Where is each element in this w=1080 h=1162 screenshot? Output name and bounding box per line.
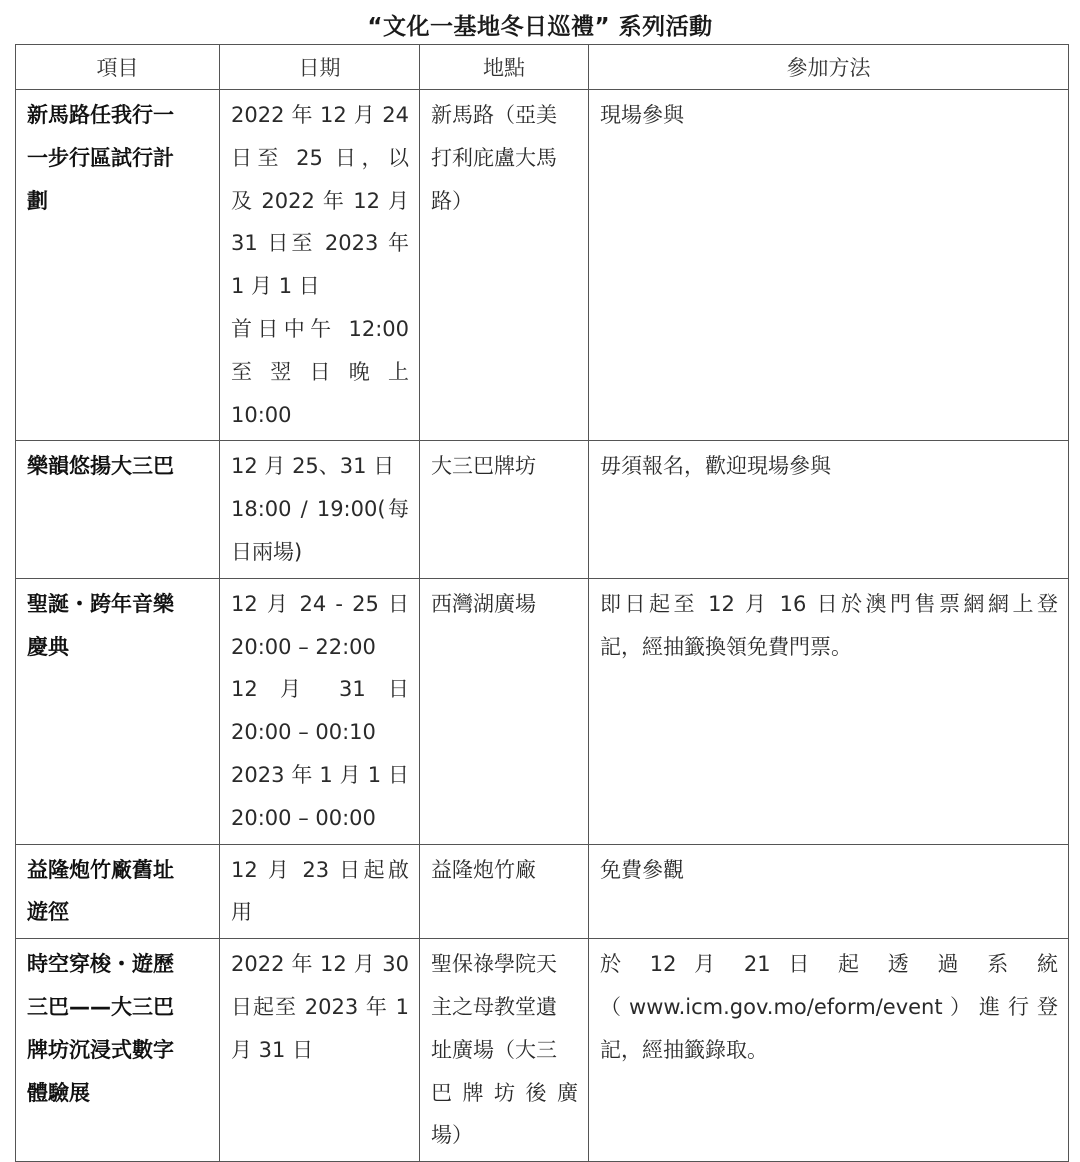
event-date-cell: [220, 578, 420, 844]
date-line: 用: [231, 900, 252, 925]
date-line: 20:00 – 00:00: [231, 805, 376, 830]
date-line: 月 31 日: [231, 1037, 314, 1062]
event-method-cell: [589, 578, 1069, 844]
date-line: 至 翌 日 晚 上: [231, 359, 409, 384]
table-header-row: [16, 45, 1069, 90]
location-line: 主之母教堂遺: [431, 994, 557, 1019]
event-name-cell: [16, 578, 220, 844]
method-line: 免費參觀: [600, 857, 684, 882]
event-date-cell: [220, 441, 420, 578]
date-line: 10:00: [231, 402, 292, 427]
date-line: 日起至 2023 年 1: [231, 994, 409, 1019]
method-line: 記，經抽籤換領免費門票。: [600, 634, 852, 659]
event-name-cell: [16, 939, 220, 1162]
event-name-cell: [16, 90, 220, 441]
event-name-line: 新馬路任我行一: [27, 103, 174, 127]
date-line: 12 月 23 日起啟: [231, 857, 409, 882]
location-line: 大三巴牌坊: [431, 454, 536, 479]
table-row: [16, 844, 1069, 939]
date-line: 31 日至 2023 年: [231, 231, 409, 256]
date-line: 12 月 25、31 日: [231, 454, 395, 479]
date-line: 2022 年 12 月 30: [231, 952, 409, 977]
date-line: 18:00 / 19:00(每: [231, 497, 409, 522]
event-date-cell: [220, 939, 420, 1162]
date-line: 20:00 – 00:10: [231, 720, 376, 745]
location-line: 場）: [431, 1123, 473, 1148]
header-method: 參加方法: [589, 45, 1069, 90]
event-name-line: 一步行區試行計: [27, 145, 174, 170]
event-date-cell: [220, 844, 420, 939]
location-line: 打利庇盧大馬: [431, 145, 557, 170]
event-method-cell: [589, 90, 1069, 441]
date-line: 2022 年 12 月 24: [231, 103, 409, 127]
method-line: 即日起至 12 月 16 日於澳門售票網網上登: [600, 591, 1058, 616]
method-line: 毋須報名，歡迎現場參與: [600, 454, 831, 479]
event-location-cell: [420, 578, 589, 844]
event-name-line: 聖誕・跨年音樂: [27, 591, 174, 616]
header-location: 地點: [420, 45, 589, 90]
date-line: 12 月 24 - 25 日: [231, 591, 409, 616]
method-line: 於 12 月 21 日 起 透 過 系 統: [600, 952, 1058, 977]
header-date: 日期: [220, 45, 420, 90]
event-method-cell: [589, 441, 1069, 578]
date-line: 2023 年 1 月 1 日: [231, 762, 409, 787]
table-row: [16, 90, 1069, 441]
event-name-line: 慶典: [27, 634, 69, 659]
event-name-line: 劃: [27, 188, 48, 213]
date-line: 日至 25 日，以: [231, 145, 409, 170]
method-line: （ www.icm.gov.mo/eform/event ） 進 行 登: [600, 994, 1058, 1019]
page-title: “文化一基地冬日巡禮” 系列活動: [367, 14, 713, 40]
event-location-cell: [420, 844, 589, 939]
events-table: [15, 44, 1069, 1162]
event-method-cell: [589, 844, 1069, 939]
event-date-cell: [220, 90, 420, 441]
location-line: 新馬路（亞美: [431, 103, 557, 127]
table-row: [16, 939, 1069, 1162]
event-name-line: 樂韻悠揚大三巴: [27, 454, 174, 479]
date-line: 12 月 31 日: [231, 677, 409, 702]
location-line: 巴 牌 坊 後 廣: [431, 1080, 578, 1105]
event-location-cell: [420, 90, 589, 441]
location-line: 址廣場（大三: [431, 1037, 557, 1062]
event-name-line: 益隆炮竹廠舊址: [27, 857, 174, 882]
event-location-cell: [420, 441, 589, 578]
location-line: 聖保祿學院天: [431, 952, 557, 977]
header-item: 項目: [16, 45, 220, 90]
table-row: [16, 578, 1069, 844]
event-name-line: 三巴——大三巴: [27, 994, 174, 1019]
event-method-cell: [589, 939, 1069, 1162]
event-name-line: 牌坊沉浸式數字: [27, 1037, 174, 1062]
table-row: [16, 441, 1069, 578]
method-line: 記，經抽籤錄取。: [600, 1037, 768, 1062]
location-line: 益隆炮竹廠: [431, 857, 536, 882]
date-line: 日兩場): [231, 539, 303, 564]
event-name-cell: [16, 441, 220, 578]
event-name-cell: [16, 844, 220, 939]
event-name-line: 時空穿梭・遊歷: [27, 952, 174, 977]
location-line: 西灣湖廣場: [431, 591, 536, 616]
date-line: 及 2022 年 12 月: [231, 188, 409, 213]
event-location-cell: [420, 939, 589, 1162]
date-line: 1 月 1 日: [231, 274, 320, 299]
event-name-line: 體驗展: [27, 1080, 90, 1105]
date-line: 首日中午 12:00: [231, 316, 409, 341]
location-line: 路）: [431, 188, 473, 213]
method-line: 現場參與: [600, 103, 684, 127]
date-line: 20:00 – 22:00: [231, 634, 376, 659]
event-name-line: 遊徑: [27, 900, 69, 925]
